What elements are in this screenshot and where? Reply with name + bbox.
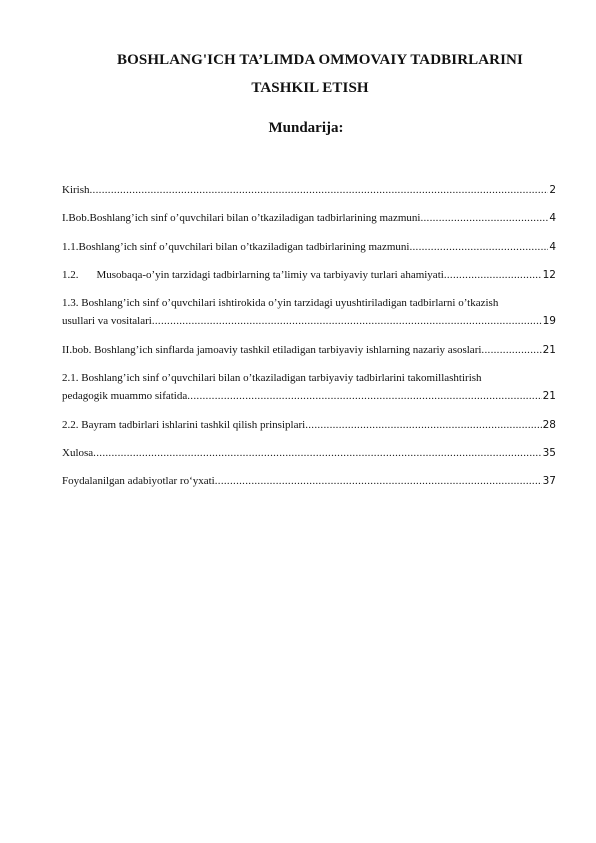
toc-page-number: 37 (542, 475, 556, 487)
contents-heading: Mundarija: (268, 120, 344, 136)
toc-entry-2-1[interactable] (62, 372, 556, 403)
dot-leader (90, 184, 549, 197)
toc-entry-text: 2.2. Bayram tadbirlari ishlarini tashkil qilish prinsiplari (62, 419, 306, 431)
toc-entry-1-3[interactable] (62, 297, 556, 328)
toc-entry-text-line-1: 2.1. Boshlang’ich sinf o’quvchilari bilan o’tkaziladigan tarbiyaviy tadbirlarini takomillashtirish (62, 372, 482, 384)
document-title-line-1: BOSHLANG'ICH TA’LIMDA OMMOVAIY TADBIRLARINI (117, 52, 523, 68)
toc-page-number: 2 (549, 184, 556, 196)
toc-page-number: 35 (542, 447, 556, 459)
toc-entry-text: Xulosa (62, 447, 94, 459)
toc-entry-references[interactable] (62, 475, 556, 488)
toc-entry-text: Musobaqa-o’yin tarzidagi tadbirlarning ta’limiy va tarbiyaviy turlari ahamiyati (96, 269, 444, 281)
toc-entry-text: I.Bob.Boshlang’ich sinf o’quvchilari bilan o’tkaziladigan tadbirlarining mazmuni (62, 212, 421, 224)
toc-entry-chapter-2[interactable] (62, 344, 556, 357)
dot-leader (305, 419, 541, 432)
dot-leader (93, 447, 541, 460)
dot-leader (481, 344, 541, 357)
dot-leader (215, 475, 542, 488)
toc-entry-text: II.bob. Boshlang’ich sinflarda jamoaviy tashkil etiladigan tarbiyaviy ishlarning nazariy asoslari (62, 344, 482, 356)
toc-page-number: 28 (542, 419, 556, 431)
dot-leader (152, 315, 542, 328)
toc-page-number: 21 (542, 344, 556, 356)
toc-entry-2-2[interactable] (62, 419, 556, 432)
toc-entry-text: 1.1.Boshlang’ich sinf o’quvchilari bilan o’tkaziladigan tadbirlarining mazmuni (62, 241, 410, 253)
toc-entry-1-2[interactable] (62, 269, 556, 282)
dot-leader (409, 241, 548, 254)
toc-page-number: 4 (549, 241, 556, 253)
toc-entry-text-line-1: 1.3. Boshlang’ich sinf o’quvchilari ishtirokida o’yin tarzidagi uyushtiriladigan tadbirlarni o’tkazish (62, 297, 499, 309)
toc-entry-1-1[interactable] (62, 241, 556, 254)
toc-page-number: 21 (542, 390, 556, 402)
toc-entry-text: Foydalanilgan adabiyotlar ro‘yxati (62, 475, 215, 487)
toc-entry-text: pedagogik muammo sifatida (62, 390, 188, 402)
toc-page-number: 4 (549, 212, 556, 224)
dot-leader (444, 269, 542, 282)
toc-entry-text: Kirish (62, 184, 90, 196)
toc-page-number: 19 (542, 315, 556, 327)
toc-entry-xulosa[interactable] (62, 447, 556, 460)
toc-entry-text: usullari va vositalari (62, 315, 152, 327)
toc-entry-number: 1.2. (62, 269, 79, 281)
toc-entry-chapter-1[interactable] (62, 212, 556, 225)
dot-leader (187, 390, 541, 403)
dot-leader (420, 212, 548, 225)
document-title-line-2: TASHKIL ETISH (251, 80, 369, 96)
toc-entry-kirish[interactable] (62, 184, 556, 197)
toc-page-number: 12 (542, 269, 556, 281)
toc-entry-text-wrap (62, 269, 444, 282)
